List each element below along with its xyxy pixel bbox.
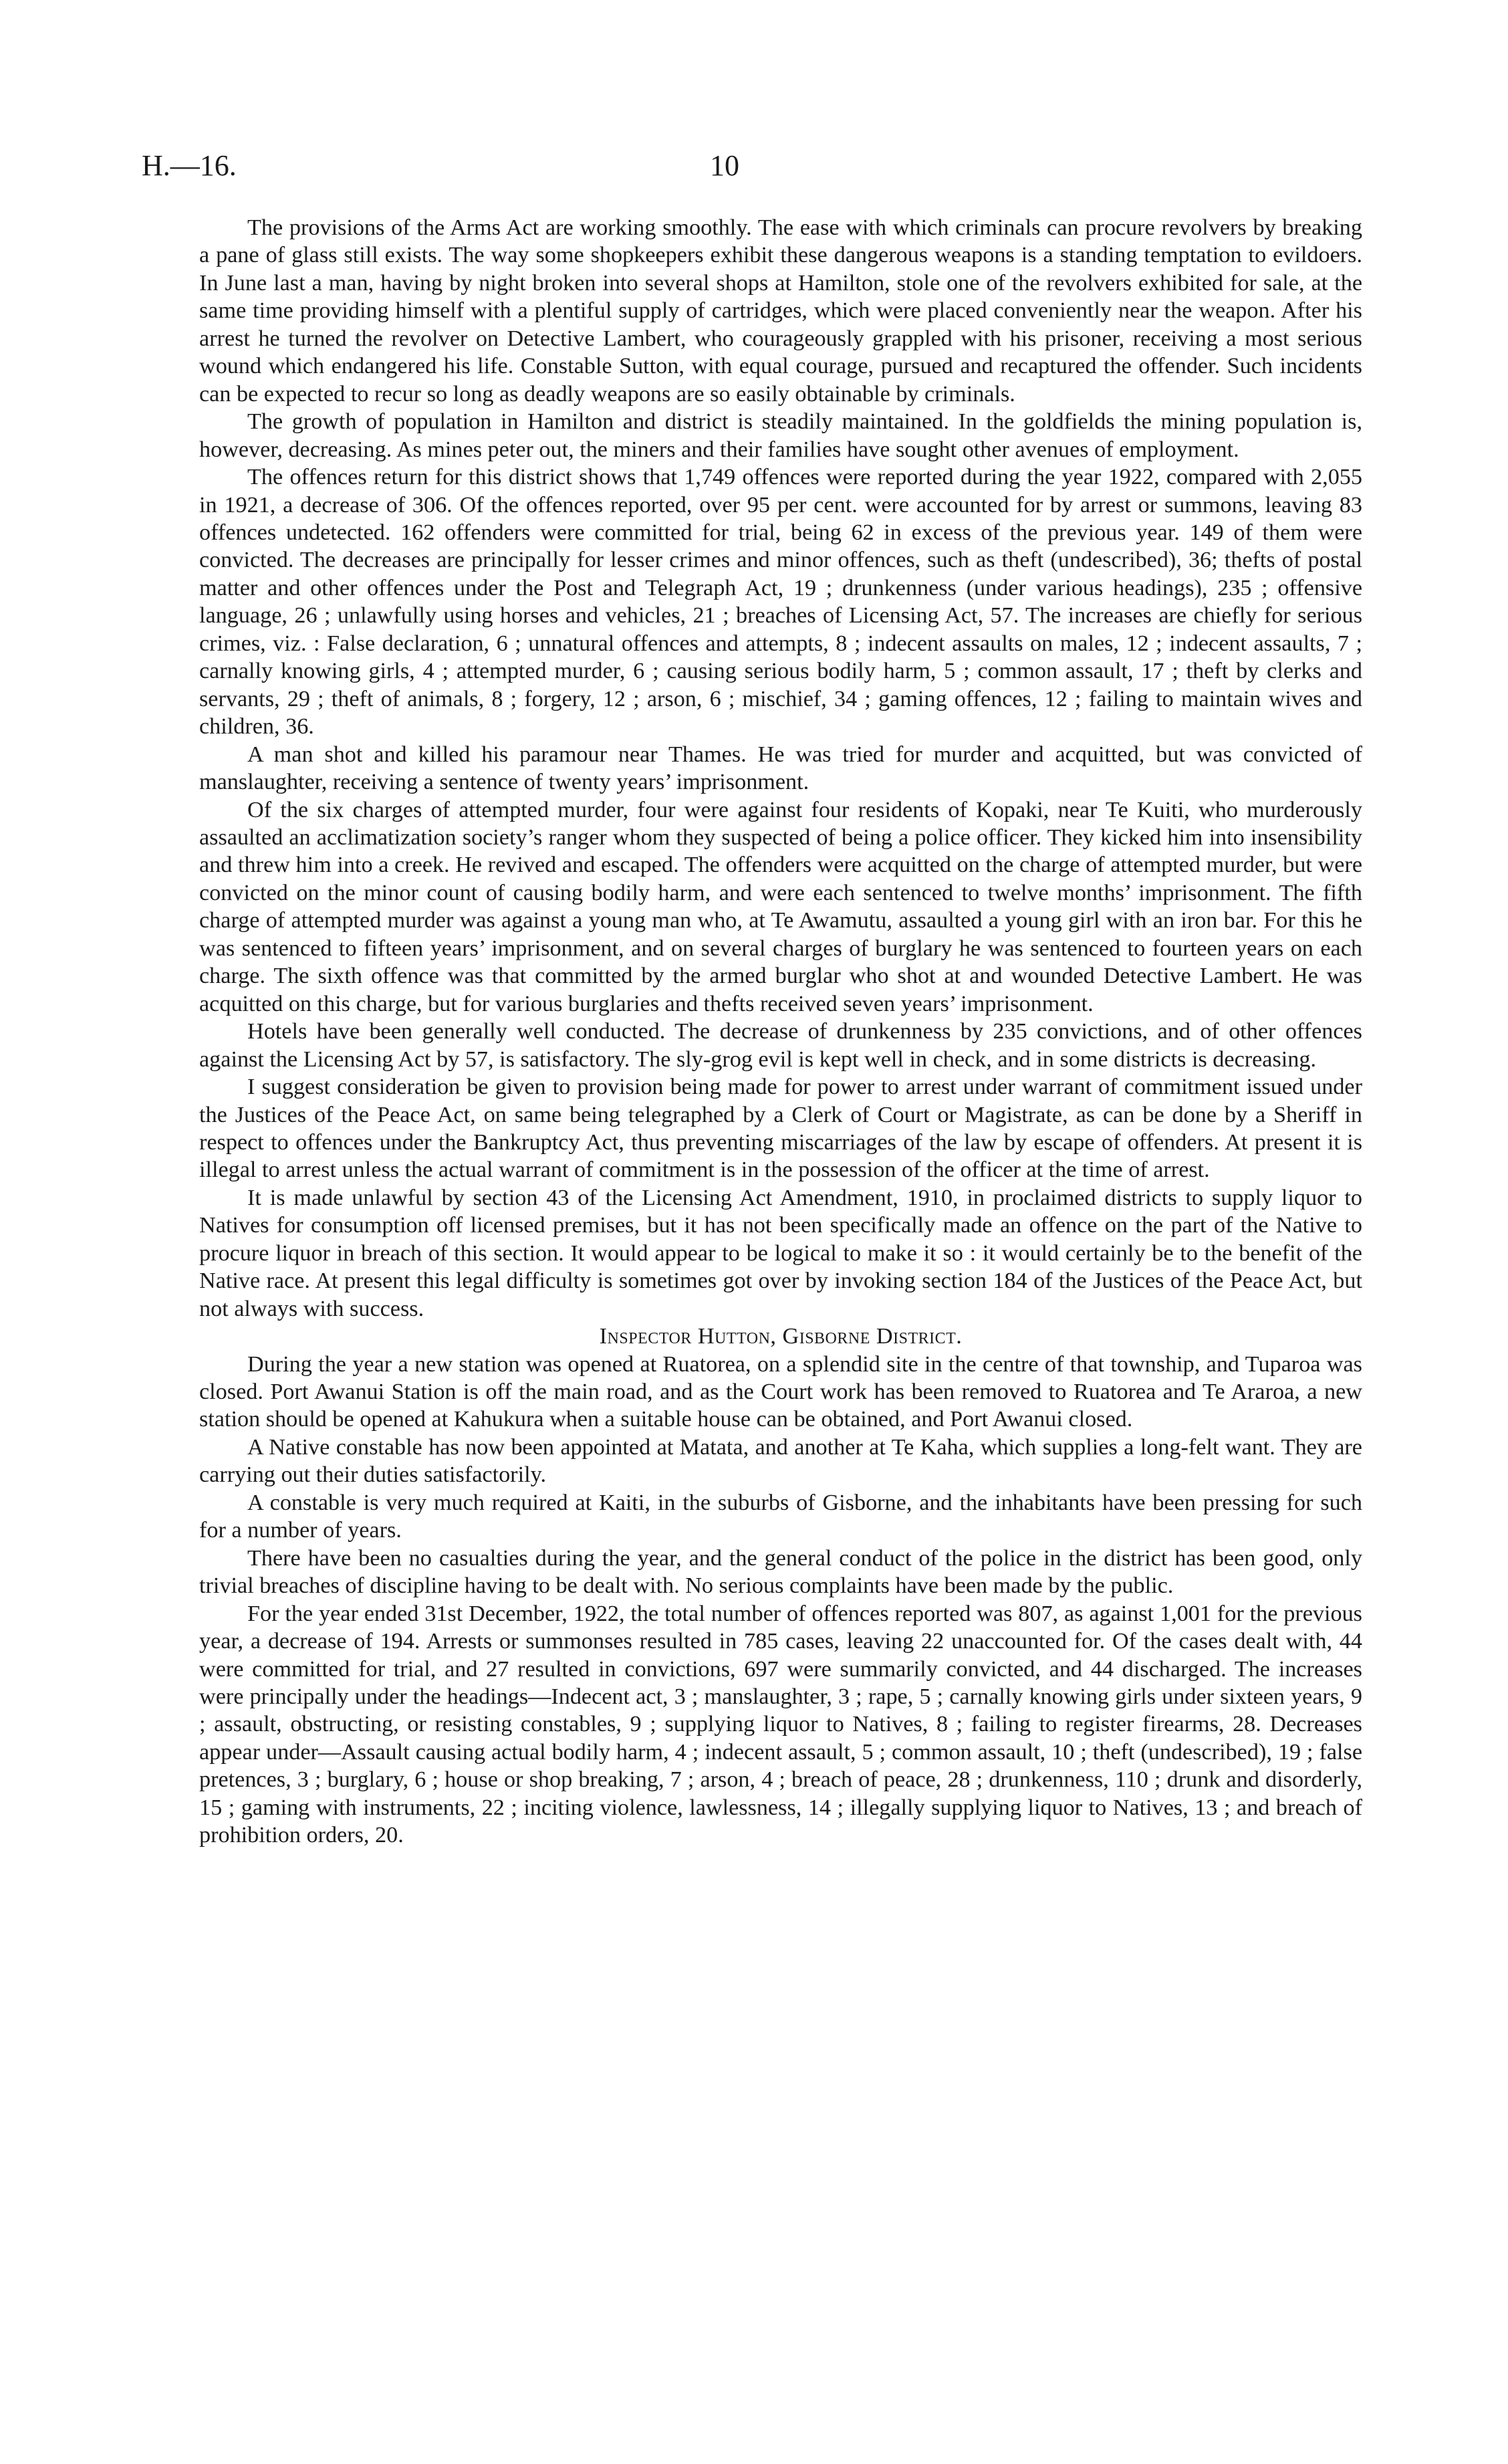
paragraph-kaiti-constable: A constable is very much required at Kaiti, in the suburbs of Gisborne, and the inhabitants have been pressing for such for a number of years. — [199, 1490, 1362, 1543]
page-body — [199, 214, 1362, 1850]
section-heading-gisborne: Inspector Hutton, Gisborne District. — [599, 1324, 963, 1349]
paragraph-hotels: Hotels have been generally well conducted. The decrease of drunkenness by 235 convictions, and of other offences against the Licensing Act by 57, is satisfactory. The sly-grog evil is kept well in check, and in some districts is decreasing. — [199, 1019, 1362, 1072]
paragraph-police-conduct: There have been no casualties during the year, and the general conduct of the police in the district has been good, only trivial breaches of discipline having to be dealt with. No serious complaints have been made by the public. — [199, 1545, 1362, 1599]
paragraph-thames-case: A man shot and killed his paramour near Thames. He was tried for murder and acquitted, but was convicted of manslaughter, receiving a sentence of twenty years’ imprisonment. — [199, 742, 1362, 795]
paragraph-population: The growth of population in Hamilton and district is steadily maintained. In the goldfields the mining population is, however, decreasing. As mines peter out, the miners and their families have sought other avenues of employment. — [199, 409, 1362, 462]
page-number: 10 — [710, 149, 739, 182]
paragraph-warrant-suggestion: I suggest consideration be given to provision being made for power to arrest under warrant of commitment issued under the Justices of the Peace Act, on same being telegraphed by a Clerk of Court or Magistrate, as can be done by a Sheriff in respect to offences under the Bankruptcy Act, thus preventing miscarriages of the law by escape of offenders. At present it is illegal to arrest unless the actual warrant of commitment is in the possession of the officer at the time of arrest. — [199, 1075, 1362, 1183]
paragraph-offences-return: The offences return for this district shows that 1,749 offences were reported during the year 1922, compared with 2,055 in 1921, a decrease of 306. Of the offences reported, over 95 per cent. were accounted for by arrest or summons, leaving 83 offences undetected. 162 offenders were committed for trial, being 62 in excess of the previous year. 149 of them were convicted. The decreases are principally for lesser crimes and minor offences, such as theft (undescribed), 36; thefts of postal matter and other offences under the Post and Telegraph Act, 19 ; drunkenness (under various headings), 235 ; offensive language, 26 ; unlawfully using horses and vehicles, 21 ; breaches of Licensing Act, 57. The increases are chiefly for serious crimes, viz. : False declaration, 6 ; unnatural offences and attempts, 8 ; indecent assaults on males, 12 ; indecent assaults, 7 ; carnally knowing girls, 4 ; attempted murder, 6 ; causing serious bodily harm, 5 ; common assault, 17 ; theft by clerks and servants, 29 ; theft of animals, 8 ; forgery, 12 ; arson, 6 ; mischief, 34 ; gaming offences, 12 ; failing to maintain wives and children, 36. — [199, 465, 1362, 740]
paragraph-native-constable: A Native constable has now been appointed at Matata, and another at Te Kaha, which supplies a long-felt want. They are carrying out their duties satisfactorily. — [199, 1434, 1362, 1488]
page-header — [142, 148, 1412, 189]
document-id: H.—16. — [142, 149, 237, 182]
paragraph-ruatorea-station: During the year a new station was opened at Ruatorea, on a splendid site in the centre of that township, and Tuparoa was closed. Port Awanui Station is off the main road, and as the Court work has been removed to Ruatorea and Te Araroa, a new station should be opened at Kahukura when a suitable house can be obtained, and Port Awanui closed. — [199, 1351, 1362, 1432]
paragraph-licensing-natives: It is made unlawful by section 43 of the Licensing Act Amendment, 1910, in proclaimed districts to supply liquor to Natives for consumption off licensed premises, but it has not been specifically made an offence on the part of the Native to procure liquor in breach of this section. It would appear to be logical to make it so : it would certainly be to the benefit of the Native race. At present this legal difficulty is sometimes got over by invoking section 184 of the Justices of the Peace Act, but not always with success. — [199, 1185, 1362, 1321]
paragraph-arms-act: The provisions of the Arms Act are working smoothly. The ease with which criminals can procure revolvers by breaking a pane of glass still exists. The way some shopkeepers exhibit these dangerous weapons is a standing temptation to evildoers. In June last a man, having by night broken into several shops at Hamilton, stole one of the revolvers exhibited for sale, at the same time providing himself with a plentiful supply of cartridges, which were placed conveniently near the weapon. After his arrest he turned the revolver on Detective Lambert, who courageously grappled with his prisoner, receiving a most serious wound which endangered his life. Constable Sutton, with equal courage, pursued and recaptured the offender. Such incidents can be expected to recur so long as deadly weapons are so easily obtainable by criminals. — [199, 215, 1362, 407]
paragraph-gisborne-offences: For the year ended 31st December, 1922, the total number of offences reported was 807, as against 1,001 for the previous year, a decrease of 194. Arrests or summonses resulted in 785 cases, leaving 22 unaccounted for. Of the cases dealt with, 44 were committed for trial, and 27 resulted in convictions, 697 were summarily convicted, and 44 discharged. The increases were principally under the headings—Indecent act, 3 ; manslaughter, 3 ; rape, 5 ; carnally knowing girls under sixteen years, 9 ; assault, obstructing, or resisting constables, 9 ; supplying liquor to Natives, 8 ; failing to register firearms, 28. Decreases appear under—Assault causing actual bodily harm, 4 ; indecent assault, 5 ; common assault, 10 ; theft (undescribed), 19 ; false pretences, 3 ; burglary, 6 ; house or shop breaking, 7 ; arson, 4 ; breach of peace, 28 ; drunkenness, 110 ; drunk and disorderly, 15 ; gaming with instruments, 22 ; inciting violence, lawlessness, 14 ; illegally supplying liquor to Natives, 13 ; and breach of prohibition orders, 20. — [199, 1601, 1362, 1848]
paragraph-attempted-murder: Of the six charges of attempted murder, four were against four residents of Kopaki, near Te Kuiti, who murderously assaulted an acclimatization society’s ranger whom they suspected of being a police officer. They kicked him into insensibility and threw him into a creek. He revived and escaped. The offenders were acquitted on the charge of attempted murder, but were convicted on the minor count of causing bodily harm, and were each sentenced to twelve months’ imprisonment. The fifth charge of attempted murder was against a young man who, at Te Awamutu, assaulted a young girl with an iron bar. For this he was sentenced to fifteen years’ imprisonment, and on several charges of burglary he was sentenced to fourteen years on each charge. The sixth offence was that committed by the armed burglar who shot at and wounded Detective Lambert. He was acquitted on this charge, but for various burglaries and thefts received seven years’ imprisonment. — [199, 797, 1362, 1016]
